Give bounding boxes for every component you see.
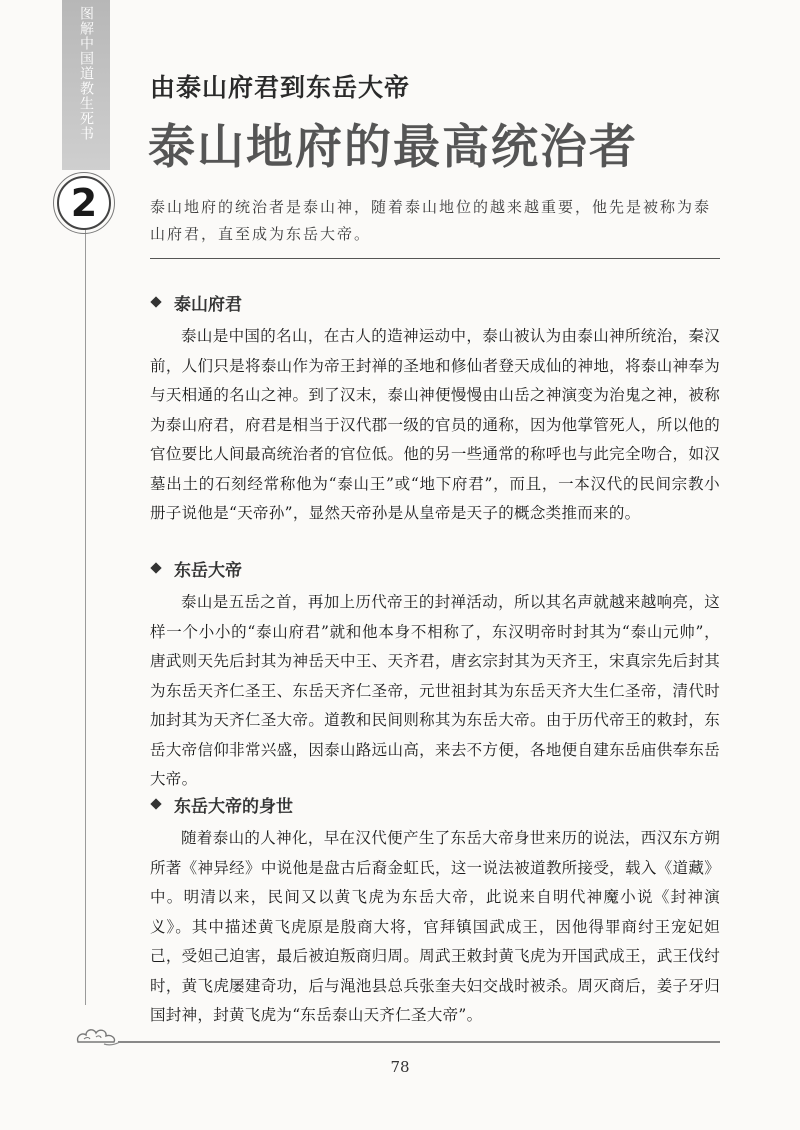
intro-divider xyxy=(150,258,720,259)
section-dongyue-origin xyxy=(150,792,720,1031)
footer-divider xyxy=(118,1041,720,1043)
section-heading xyxy=(150,556,720,580)
page-title: 泰山地府的最高统治者 xyxy=(148,120,638,175)
cloud-ornament-icon xyxy=(74,1024,120,1050)
side-rule xyxy=(85,225,86,1005)
section-body: 泰山是中国的名山，在古人的造神运动中，泰山被认为由泰山神所统治，秦汉前，人们只是将泰山作为帝王封禅的圣地和修仙者登天成仙的神地，将泰山神奉为与天相通的名山之神。到了汉末，泰山神便慢慢由山岳之神演变为治鬼之神，被称为泰山府君，府君是相当于汉代郡一级的官员的通称，因为他掌管死人，所以他的官位要比人间最高统治者的官位低。他的另一些通常的称呼也与此完全吻合，如汉墓出土的石刻经常称他为“泰山王”或“地下府君”，而且，一本汉代的民间宗教小册子说他是“天帝孙”，显然天帝孙是从皇帝是天子的概念类推而来的。 xyxy=(150,327,720,522)
section-dongyue-dadi xyxy=(150,556,720,795)
section-heading-text: 东岳大帝 xyxy=(174,560,242,581)
chapter-badge xyxy=(38,172,130,234)
chapter-number: 2 xyxy=(70,181,98,225)
section-body: 随着泰山的人神化，早在汉代便产生了东岳大帝身世来历的说法，西汉东方朔所著《神异经》中说他是盘古后裔金虹氏，这一说法被道教所接受，载入《道藏》中。明清以来，民间又以黄飞虎为东岳大帝，此说来自明代神魔小说《封神演义》。其中描述黄飞虎原是殷商大将，官拜镇国武成王，因他得罪商纣王宠妃妲己，受妲己迫害，最后被迫叛商归周。周武王敕封黄飞虎为开国武成王，武王伐纣时，黄飞虎屡建奇功，后与渑池县总兵张奎夫妇交战时被杀。周灭商后，姜子牙归国封神，封黄飞虎为“东岳泰山天齐仁圣大帝”。 xyxy=(150,829,720,1024)
section-heading-text: 东岳大帝的身世 xyxy=(174,796,293,817)
section-body: 泰山是五岳之首，再加上历代帝王的封禅活动，所以其名声就越来越响亮，这样一个小小的“泰山府君”就和他本身不相称了，东汉明帝时封其为“泰山元帅”，唐武则天先后封其为神岳天中王、天齐君，唐玄宗封其为天齐王，宋真宗先后封其为东岳天齐仁圣王、东岳天齐仁圣帝，元世祖封其为东岳天齐大生仁圣帝，清代时加封其为天齐仁圣大帝。道教和民间则称其为东岳大帝。由于历代帝王的敕封，东岳大帝信仰非常兴盛，因泰山路远山高，来去不方便，各地便自建东岳庙供奉东岳大帝。 xyxy=(150,593,720,788)
page-number: 78 xyxy=(390,1058,410,1076)
section-heading-text: 泰山府君 xyxy=(174,294,242,315)
section-heading xyxy=(150,290,720,314)
section-taishan-fujun xyxy=(150,290,720,529)
diamond-bullet-icon xyxy=(150,562,161,573)
page-subtitle: 由泰山府君到东岳大帝 xyxy=(150,73,411,102)
series-title: 图解中国道教生死书 xyxy=(78,6,94,141)
diamond-bullet-icon xyxy=(150,798,161,809)
diamond-bullet-icon xyxy=(150,296,161,307)
section-heading xyxy=(150,792,720,816)
intro-paragraph: 泰山地府的统治者是泰山神，随着泰山地位的越来越重要，他先是被称为泰山府君，直至成为东岳大帝。 xyxy=(150,198,712,243)
